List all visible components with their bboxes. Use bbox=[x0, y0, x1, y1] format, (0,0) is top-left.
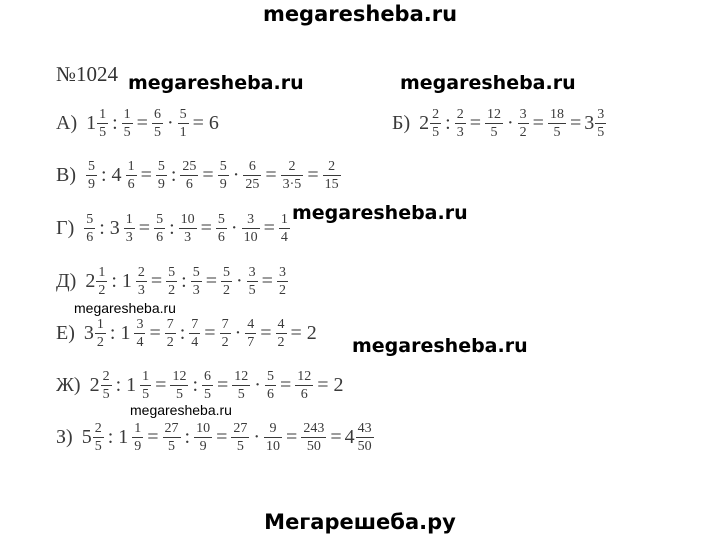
solution-d: Д) 2 $\frac{1}{2}$ : 1 $\frac{2}{3}$ = $\frac{5}{2}$ : $\frac{5}{3}$ = $\frac{5}{2}$ · $\frac{3}{5}$ = $\frac{3}{2}$ bbox=[56, 264, 286, 298]
solution-zh: Ж) 2 $\frac{2}{5}$ : 1 $\frac{1}{5}$ = $\frac{12}{5}$ : $\frac{6}{5}$ = $\frac{12}{5}$ · $\frac{5}{6}$ = $\frac{12}{6}$ = 2 bbox=[56, 368, 344, 402]
watermark: megaresheba.ru bbox=[400, 72, 576, 94]
watermark: megaresheba.ru bbox=[130, 402, 232, 418]
solution-e: Е) 3 $\frac{1}{2}$ : 1 $\frac{3}{4}$ = $\frac{7}{2}$ : $\frac{7}{4}$ = $\frac{7}{2}$ · $\frac{4}{7}$ = $\frac{4}{2}$ = 2 bbox=[56, 316, 317, 350]
mixed-number: 1 $\frac{1}{5}$ bbox=[86, 106, 107, 140]
solution-a: А) 1 $\frac{1}{5}$ : $\frac{1}{5}$ = $\frac{6}{5}$ · $\frac{5}{1}$ = 6 bbox=[56, 106, 219, 140]
watermark: megaresheba.ru bbox=[128, 72, 304, 94]
fraction: $\frac{1}{5}$ bbox=[123, 106, 131, 140]
solution-label: З) bbox=[56, 425, 73, 448]
solution-label: Е) bbox=[56, 321, 75, 344]
solution-label: А) bbox=[56, 111, 78, 134]
site-watermark-bottom: Мегарешеба.ру bbox=[264, 510, 456, 534]
problem-number: №1024 bbox=[56, 62, 119, 86]
solution-b: Б) 2 $\frac{2}{5}$ : $\frac{2}{3}$ = $\frac{12}{5}$ · $\frac{3}{2}$ = $\frac{18}{5}$ = 3 $\frac{3}{5}$ bbox=[392, 106, 605, 140]
solution-label: Г) bbox=[56, 216, 75, 239]
solution-label: Б) bbox=[392, 111, 411, 134]
solution-label: В) bbox=[56, 163, 76, 186]
fraction: $\frac{5}{1}$ bbox=[179, 106, 187, 140]
solution-v: В) $\frac{5}{9}$ : 4 $\frac{1}{6}$ = $\frac{5}{9}$ : $\frac{25}{6}$ = $\frac{5}{9}$ · $\frac{6}{25}$ = $\frac{2}{3\cdot 5}$ = $\frac{2}{15}$ bbox=[56, 158, 339, 192]
watermark: megaresheba.ru bbox=[352, 335, 528, 357]
watermark: megaresheba.ru bbox=[74, 300, 176, 316]
solution-z: З) 5 $\frac{2}{5}$ : 1 $\frac{1}{9}$ = $\frac{27}{5}$ : $\frac{10}{9}$ = $\frac{27}{5}$ · $\frac{9}{10}$ = $\frac{243}{50}$ = 4 $\frac{43}{50}$ bbox=[56, 420, 372, 454]
fraction: $\frac{6}{5}$ bbox=[153, 106, 161, 140]
solution-g: Г) $\frac{5}{6}$ : 3 $\frac{1}{3}$ = $\frac{5}{6}$ : $\frac{10}{3}$ = $\frac{5}{6}$ · $\frac{3}{10}$ = $\frac{1}{4}$ bbox=[56, 211, 288, 245]
watermark: megaresheba.ru bbox=[292, 202, 468, 224]
solution-label: Д) bbox=[56, 269, 77, 292]
solution-label: Ж) bbox=[56, 373, 81, 396]
site-watermark-top: megaresheba.ru bbox=[262, 2, 458, 26]
